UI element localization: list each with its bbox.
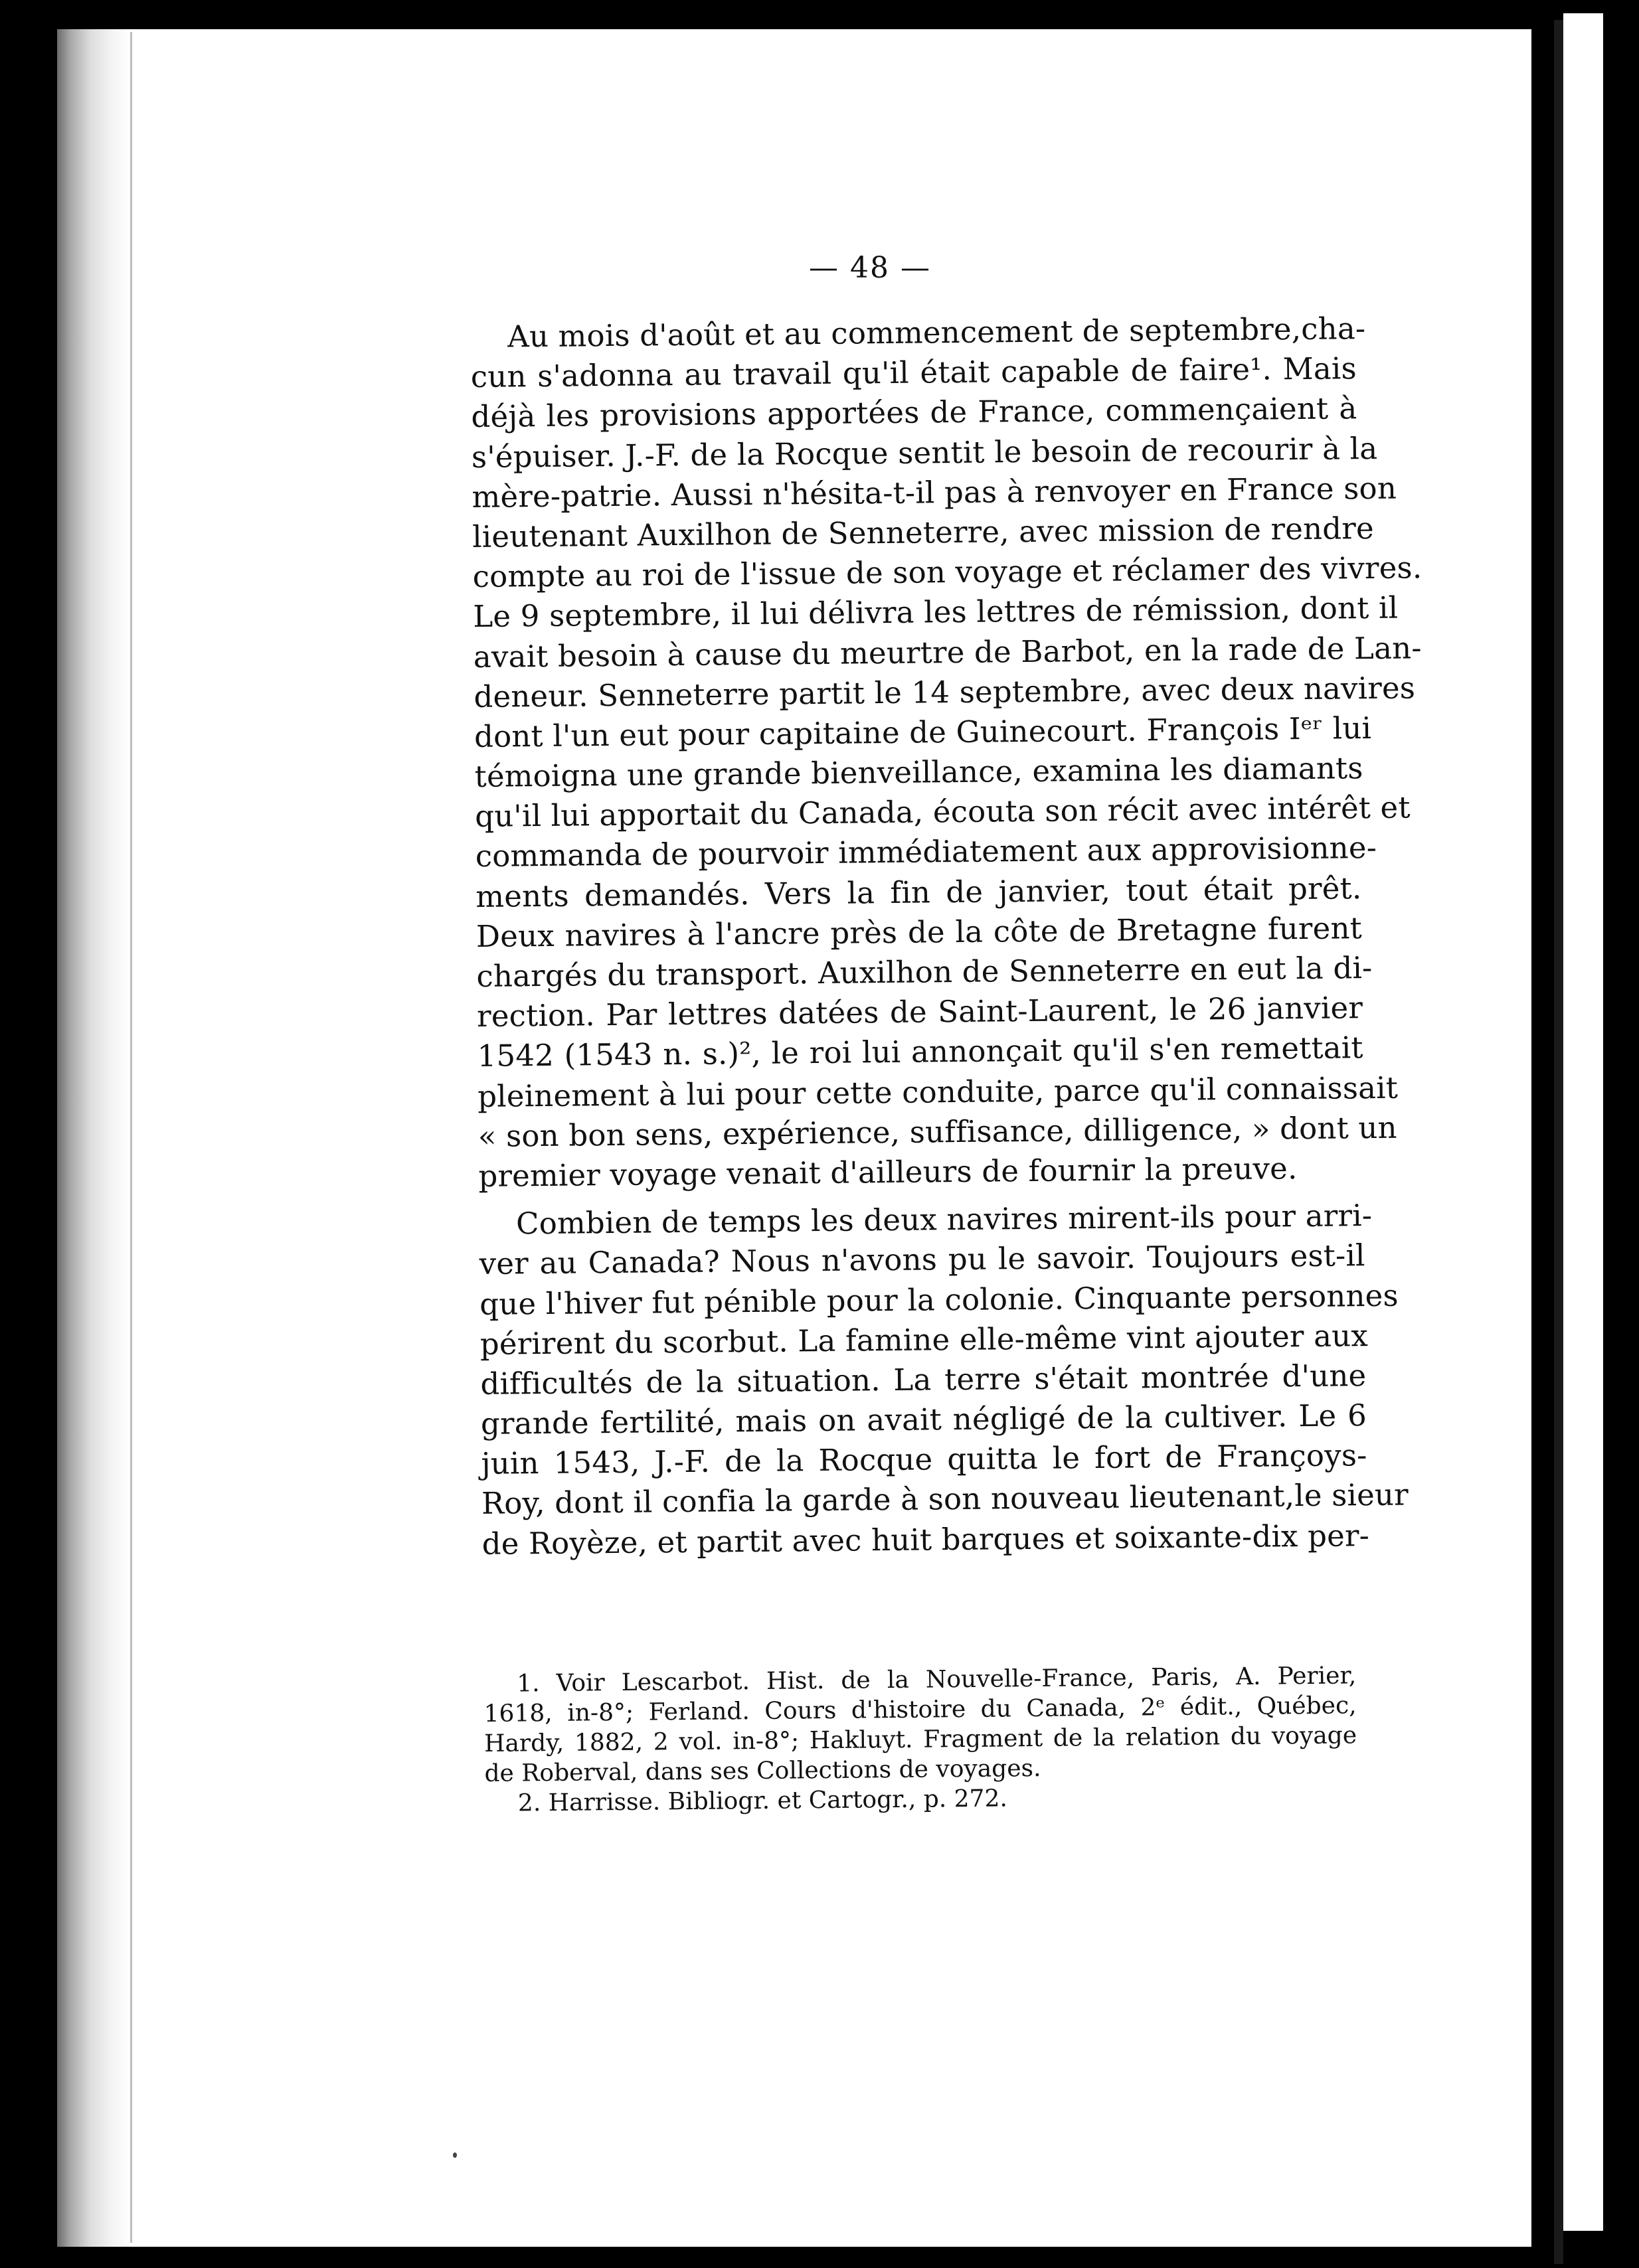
text-line: Le 9 septembre, il lui délivra les lettres de rémission, dont il bbox=[473, 590, 1399, 635]
text-line: difficultés de la situation. La terre s'était montrée d'une bbox=[480, 1357, 1367, 1402]
text-line: chargés du transport. Auxilhon de Senneterre en eut la di- bbox=[476, 950, 1373, 994]
text-line: avait besoin à cause du meurtre de Barbot, en la rade de Lan- bbox=[473, 629, 1422, 675]
text-line: Combien de temps les deux navires mirent-ils pour arri- bbox=[515, 1198, 1373, 1242]
adjacent-page-sliver bbox=[1563, 13, 1603, 2231]
text-line: dont l'un eut pour capitaine de Guinecourt. François Iᵉʳ lui bbox=[474, 710, 1372, 754]
page-number: — 48 — bbox=[809, 251, 931, 285]
text-line: déjà les provisions apportées de France, commençaient à bbox=[471, 390, 1357, 435]
footnote-line: 1618, in-8°; Ferland. Cours d'histoire du Canada, 2ᵉ édit., Québec, bbox=[483, 1692, 1357, 1728]
text-line: s'épuiser. J.-F. de la Rocque sentit le besoin de recourir à la bbox=[471, 430, 1378, 475]
text-line: deneur. Senneterre partit le 14 septembre, avec deux navires bbox=[474, 670, 1416, 714]
text-line: ments demandés. Vers la fin de janvier, tout était prêt. bbox=[475, 870, 1362, 914]
footnote-line: de Roberval, dans ses Collections de voyages. bbox=[484, 1754, 1041, 1787]
text-line: premier voyage venait d'ailleurs de fournir la preuve. bbox=[478, 1151, 1298, 1194]
text-line: 1542 (1543 n. s.)², le roi lui annonçait qu'il s'en remettait bbox=[477, 1030, 1363, 1074]
binding-gutter bbox=[57, 29, 130, 2247]
text-line: mère-patrie. Aussi n'hésita-t-il pas à renvoyer en France son bbox=[472, 470, 1397, 515]
text-line: lieutenant Auxilhon de Senneterre, avec mission de rendre bbox=[472, 510, 1375, 554]
text-line: Deux navires à l'ancre près de la côte de Bretagne furent bbox=[475, 910, 1363, 954]
text-line: Au mois d'août et au commencement de septembre,cha- bbox=[507, 311, 1366, 355]
text-line: « son bon sens, expérience, suffisance, dilligence, » dont un bbox=[477, 1109, 1397, 1154]
text-line: compte au roi de l'issue de son voyage et réclamer des vivres. bbox=[472, 550, 1423, 595]
adjacent-page-rule bbox=[1554, 20, 1563, 2264]
scan-speck bbox=[453, 2152, 457, 2158]
text-line: juin 1543, J.-F. de la Rocque quitta le fort de Françoys- bbox=[481, 1437, 1367, 1482]
text-line: témoigna une grande bienveillance, examina les diamants bbox=[474, 750, 1363, 795]
text-line: qu'il lui apportait du Canada, écouta son récit avec intérêt et bbox=[474, 789, 1411, 835]
text-line: de Royèze, et partit avec huit barques et soixante-dix per- bbox=[481, 1517, 1370, 1562]
text-line: grande fertilité, mais on avait négligé de la cultiver. Le 6 bbox=[480, 1398, 1367, 1441]
scan-top-edge bbox=[57, 0, 1531, 29]
text-line: Roy, dont il confia la garde à son nouveau lieutenant,le sieur bbox=[481, 1477, 1409, 1522]
footnote-line: 1. Voir Lescarbot. Hist. de la Nouvelle-France, Paris, A. Perier, bbox=[517, 1662, 1357, 1698]
footnotes bbox=[483, 1660, 1357, 1819]
footnote-line: 2. Harrisse. Bibliogr. et Cartogr., p. 272. bbox=[517, 1785, 1008, 1817]
text-line: commanda de pourvoir immédiatement aux approvisionne- bbox=[475, 830, 1377, 874]
text-line: rection. Par lettres datées de Saint-Laurent, le 26 janvier bbox=[476, 990, 1363, 1034]
text-line: que l'hiver fut pénible pour la colonie. Cinquante personnes bbox=[479, 1277, 1399, 1322]
body-text bbox=[470, 309, 1423, 1564]
text-line: cun s'adonna au travail qu'il était capable de faire¹. Mais bbox=[470, 351, 1357, 395]
gutter-line bbox=[130, 32, 132, 2243]
text-line: ver au Canada? Nous n'avons pu le savoir. Toujours est-il bbox=[479, 1238, 1365, 1282]
text-line: périrent du scorbut. La famine elle-même vint ajouter aux bbox=[479, 1317, 1369, 1362]
text-line: pleinement à lui pour cette conduite, parce qu'il connaissait bbox=[477, 1070, 1399, 1114]
footnote-line: Hardy, 1882, 2 vol. in-8°; Hakluyt. Fragment de la relation du voyage bbox=[483, 1722, 1357, 1757]
